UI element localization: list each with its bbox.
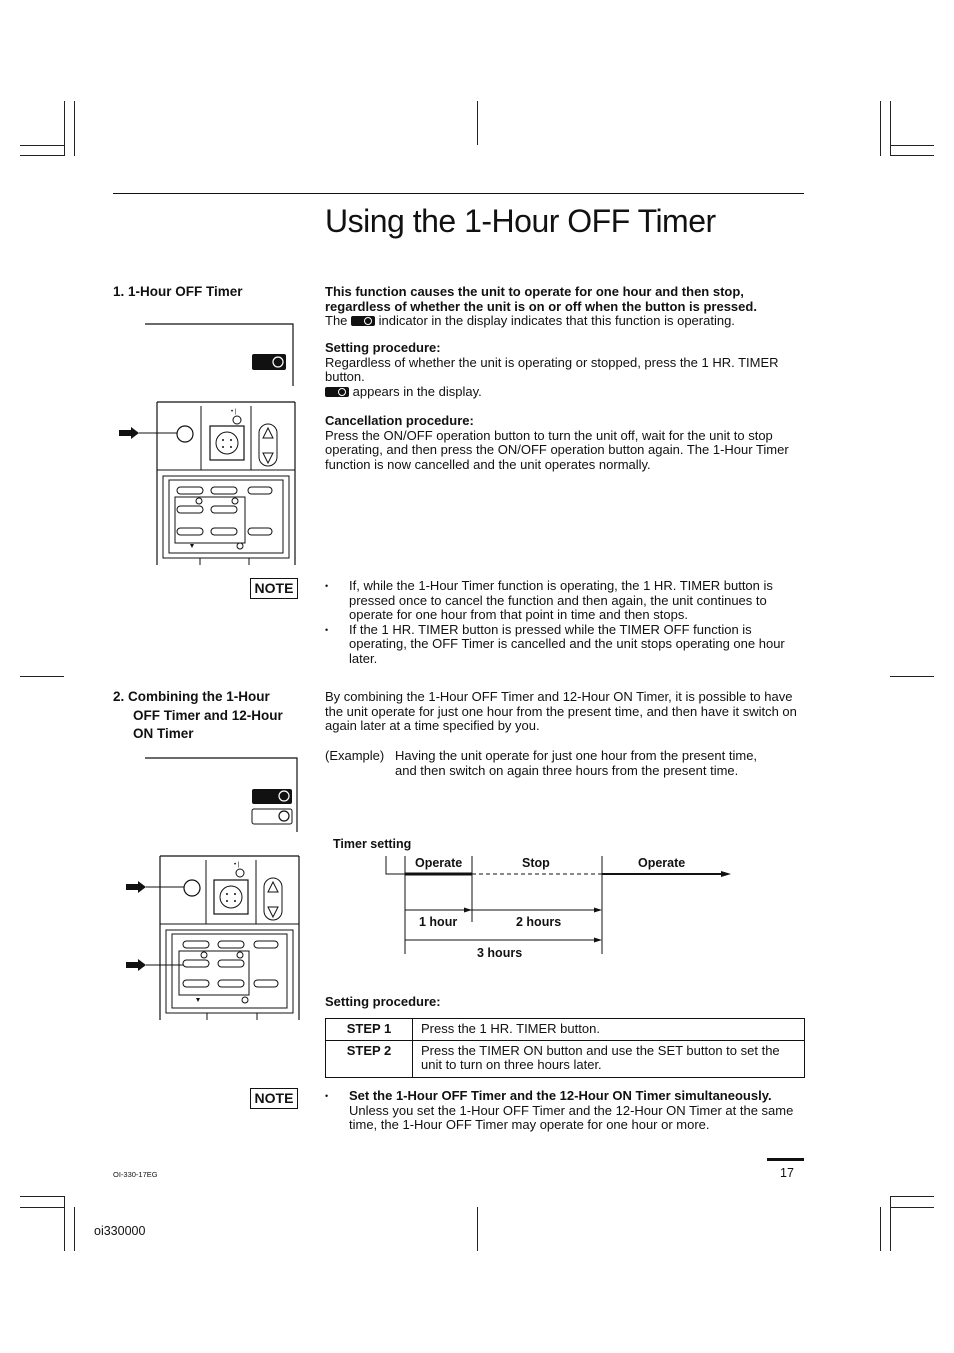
cancel-text: Press the ON/OFF operation button to turn the unit off, wait for the unit to stop operating, and then press the ON/OFF operation button again. The 1-Hour Timer function is now cancelled and the unit operates normally. bbox=[325, 427, 789, 472]
label-stop: Stop bbox=[522, 856, 550, 870]
section1-setting bbox=[325, 341, 795, 399]
step-text: Press the TIMER ON button and use the SET button to set the unit to turn on three hours later. bbox=[413, 1040, 805, 1077]
table-row bbox=[326, 1019, 805, 1041]
label-operate-1: Operate bbox=[415, 856, 463, 870]
page-title: Using the 1-Hour OFF Timer bbox=[325, 203, 716, 239]
header-rule bbox=[113, 193, 804, 194]
section2-heading: 2. Combining the 1-Hour OFF Timer and 12-Hour ON Timer bbox=[113, 689, 283, 741]
intro-line: The indicator in the display indicates that this function is operating. bbox=[325, 313, 735, 329]
page-number: 17 bbox=[780, 1166, 794, 1180]
intro-bold: This function causes the unit to operate for one hour and then stop, regardless of whether the unit is on or off when the button is pressed. bbox=[325, 284, 757, 314]
diagram-title: Timer setting bbox=[333, 837, 412, 851]
doc-code: OI-330-17EG bbox=[113, 1170, 158, 1179]
remote-illustration-1 bbox=[113, 320, 303, 570]
cancel-title: Cancellation procedure: bbox=[325, 413, 474, 428]
steps-table bbox=[325, 1018, 805, 1078]
footer-rule bbox=[767, 1158, 804, 1161]
section2-intro: By combining the 1-Hour OFF Timer and 12-Hour ON Timer, it is possible to have the unit operate for just one hour from the present time, and then have it switch on again later at a time specified by you. bbox=[325, 689, 797, 734]
note-item: • If the 1 HR. TIMER button is pressed while the TIMER OFF function is operating, the OFF Timer is cancelled and the unit stops operating one hour later. bbox=[325, 623, 805, 667]
section2-notes bbox=[325, 1089, 805, 1133]
remote-illustration-2 bbox=[113, 752, 303, 1024]
section2-setting-title: Setting procedure: bbox=[325, 994, 441, 1009]
section1-cancel bbox=[325, 414, 795, 472]
section1-intro bbox=[325, 285, 795, 329]
note-badge: NOTE bbox=[250, 578, 298, 599]
label-3-hours: 3 hours bbox=[477, 946, 523, 960]
setting-title: Setting procedure: bbox=[325, 340, 441, 355]
example bbox=[325, 749, 805, 778]
note-badge: NOTE bbox=[250, 1088, 298, 1109]
section1-notes bbox=[325, 579, 805, 667]
svg-text:• |: • | bbox=[231, 409, 237, 415]
step-text: Press the 1 HR. TIMER button. bbox=[413, 1019, 805, 1041]
example-line: and then switch on again three hours from the present time. bbox=[395, 762, 739, 778]
one-hour-timer-indicator-icon bbox=[351, 316, 375, 326]
label-2-hours: 2 hours bbox=[516, 915, 562, 929]
setting-text: Regardless of whether the unit is operating or stopped, press the 1 HR. TIMER button. bbox=[325, 354, 779, 385]
step-label: STEP 2 bbox=[326, 1040, 413, 1077]
svg-text:• |: • | bbox=[234, 862, 240, 868]
note-item: • If, while the 1-Hour Timer function is operating, the 1 HR. TIMER button is pressed once to cancel the function and then again, the unit continues to operate for one hour from that point in time and then stops. bbox=[325, 579, 805, 623]
section1-heading: 1. 1-Hour OFF Timer bbox=[113, 284, 243, 299]
file-id: oi330000 bbox=[94, 1224, 146, 1238]
example-label: (Example) bbox=[325, 748, 385, 763]
note-item: • Set the 1-Hour OFF Timer and the 12-Hour ON Timer simultaneously. Unless you set the 1-Hour OFF Timer and the 12-Hour ON Timer at the same time, the 1-Hour OFF Timer may operate for one hour or more. bbox=[325, 1089, 805, 1133]
one-hour-timer-indicator-icon bbox=[325, 387, 349, 397]
label-1-hour: 1 hour bbox=[419, 915, 458, 929]
step-label: STEP 1 bbox=[326, 1019, 413, 1041]
label-operate-2: Operate bbox=[638, 856, 686, 870]
table-row bbox=[326, 1040, 805, 1077]
appears-line: appears in the display. bbox=[325, 385, 795, 400]
example-line: Having the unit operate for just one hour from the present time, bbox=[395, 748, 758, 763]
